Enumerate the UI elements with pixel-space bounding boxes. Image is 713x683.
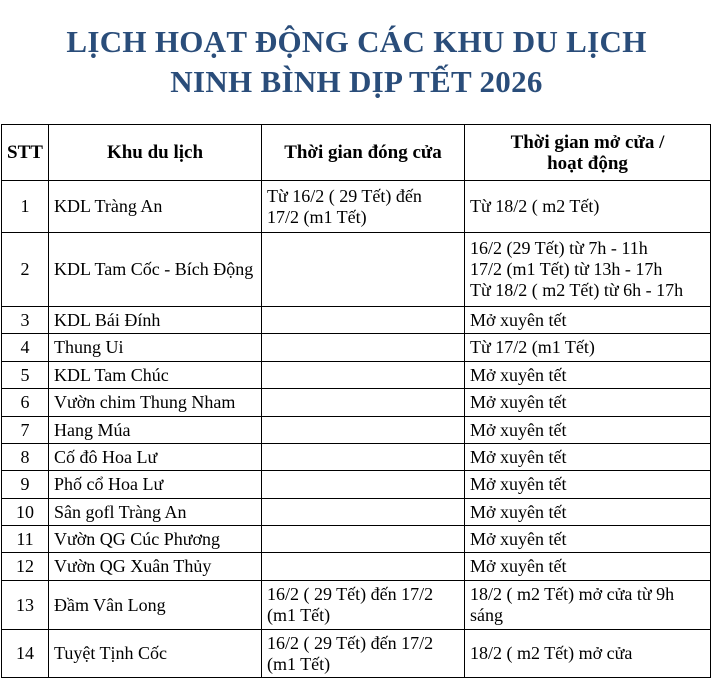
cell-place: Thung Ui	[49, 334, 262, 362]
cell-stt: 9	[2, 471, 49, 499]
cell-place: Đầm Vân Long	[49, 581, 262, 630]
cell-place: KDL Tam Chúc	[49, 362, 262, 389]
cell-stt: 13	[2, 581, 49, 630]
cell-place: Sân gofl Tràng An	[49, 499, 262, 526]
title-line-1: LỊCH HOẠT ĐỘNG CÁC KHU DU LỊCH	[66, 24, 647, 59]
table-row	[2, 553, 711, 581]
cell-closed-time	[262, 630, 465, 678]
cell-open-time	[465, 471, 711, 499]
open-time-line: Từ 17/2 (m1 Tết)	[470, 337, 595, 357]
header-place: Khu du lịch	[49, 125, 262, 181]
closed-time-line: (m1 Tết)	[267, 605, 331, 625]
cell-closed-time	[262, 389, 465, 417]
cell-open-time	[465, 630, 711, 678]
cell-closed-time	[262, 334, 465, 362]
cell-place: Phố cổ Hoa Lư	[49, 471, 262, 499]
closed-time-line: Từ 16/2 ( 29 Tết) đến	[267, 185, 422, 206]
cell-open-time	[465, 526, 711, 553]
cell-place: KDL Tràng An	[49, 181, 262, 233]
open-time-line: Mở xuyên tết	[470, 392, 567, 412]
cell-closed-time	[262, 499, 465, 526]
cell-open-time	[465, 362, 711, 389]
cell-place: Vườn QG Cúc Phương	[49, 526, 262, 553]
open-time-line: 17/2 (m1 Tết) từ 13h - 17h	[470, 259, 663, 279]
cell-closed-time	[262, 417, 465, 444]
cell-stt: 11	[2, 526, 49, 553]
cell-place: Cố đô Hoa Lư	[49, 444, 262, 471]
closed-time-line: 16/2 ( 29 Tết) đến 17/2	[267, 584, 434, 604]
cell-closed-time	[262, 553, 465, 581]
cell-stt: 2	[2, 233, 49, 307]
open-time-line: Mở xuyên tết	[470, 556, 567, 576]
schedule-table	[1, 124, 711, 678]
cell-place: Vườn chim Thung Nham	[49, 389, 262, 417]
table-row	[2, 444, 711, 471]
table-row	[2, 630, 711, 678]
closed-time-line: 16/2 ( 29 Tết) đến 17/2	[267, 632, 434, 653]
cell-open-time	[465, 389, 711, 417]
table-row	[2, 307, 711, 334]
cell-open-time	[465, 181, 711, 233]
header-open-line-1: Thời gian mở cửa /	[510, 131, 665, 153]
open-time-line: Mở xuyên tết	[470, 528, 567, 549]
cell-closed-time	[262, 581, 465, 630]
cell-closed-time	[262, 307, 465, 334]
cell-open-time	[465, 334, 711, 362]
cell-closed-time	[262, 471, 465, 499]
open-time-line: 16/2 (29 Tết) từ 7h - 11h	[470, 238, 648, 258]
open-time-line: Từ 18/2 ( m2 Tết) từ 6h - 17h	[470, 280, 684, 300]
cell-stt: 10	[2, 499, 49, 526]
table-row	[2, 389, 711, 417]
table-row	[2, 334, 711, 362]
closed-time-line: (m1 Tết)	[267, 653, 331, 674]
cell-stt: 8	[2, 444, 49, 471]
cell-place: Hang Múa	[49, 417, 262, 444]
open-time-line: Mở xuyên tết	[470, 474, 567, 494]
header-open	[465, 125, 711, 181]
table-row	[2, 233, 711, 307]
table-row	[2, 499, 711, 526]
open-time-line: 18/2 ( m2 Tết) mở cửa	[470, 643, 633, 663]
table-row	[2, 181, 711, 233]
cell-stt: 12	[2, 553, 49, 581]
cell-stt: 1	[2, 181, 49, 233]
cell-place: Vườn QG Xuân Thủy	[49, 553, 262, 581]
cell-open-time	[465, 417, 711, 444]
header-open-line-2: hoạt động	[547, 152, 628, 174]
table-row	[2, 471, 711, 499]
cell-closed-time	[262, 444, 465, 471]
open-time-line: Mở xuyên tết	[470, 309, 567, 330]
title-line-2: NINH BÌNH DỊP TẾT 2026	[170, 64, 543, 99]
cell-stt: 14	[2, 630, 49, 678]
table-row	[2, 581, 711, 630]
open-time-line: Từ 18/2 ( m2 Tết)	[470, 196, 600, 216]
cell-open-time	[465, 307, 711, 334]
closed-time-line: 17/2 (m1 Tết)	[267, 206, 367, 227]
cell-stt: 6	[2, 389, 49, 417]
cell-open-time	[465, 581, 711, 630]
cell-place: KDL Bái Đính	[49, 307, 262, 334]
cell-stt: 5	[2, 362, 49, 389]
document-title	[0, 22, 713, 102]
cell-place: Tuyệt Tịnh Cốc	[49, 630, 262, 678]
cell-open-time	[465, 499, 711, 526]
table-body	[2, 181, 711, 678]
table-row	[2, 417, 711, 444]
header-stt: STT	[2, 125, 49, 181]
table-header-row	[2, 125, 711, 181]
open-time-line: Mở xuyên tết	[470, 419, 567, 440]
cell-closed-time	[262, 362, 465, 389]
cell-open-time	[465, 553, 711, 581]
cell-place: KDL Tam Cốc - Bích Động	[49, 233, 262, 307]
table-row	[2, 362, 711, 389]
cell-stt: 4	[2, 334, 49, 362]
open-time-line: sáng	[470, 605, 503, 625]
cell-closed-time	[262, 233, 465, 307]
header-closed: Thời gian đóng cửa	[262, 125, 465, 181]
open-time-line: Mở xuyên tết	[470, 446, 567, 467]
open-time-line: 18/2 ( m2 Tết) mở cửa từ 9h	[470, 584, 675, 604]
cell-stt: 7	[2, 417, 49, 444]
cell-stt: 3	[2, 307, 49, 334]
cell-open-time	[465, 233, 711, 307]
table-row	[2, 526, 711, 553]
cell-open-time	[465, 444, 711, 471]
cell-closed-time	[262, 181, 465, 233]
cell-closed-time	[262, 526, 465, 553]
open-time-line: Mở xuyên tết	[470, 364, 567, 385]
open-time-line: Mở xuyên tết	[470, 501, 567, 522]
